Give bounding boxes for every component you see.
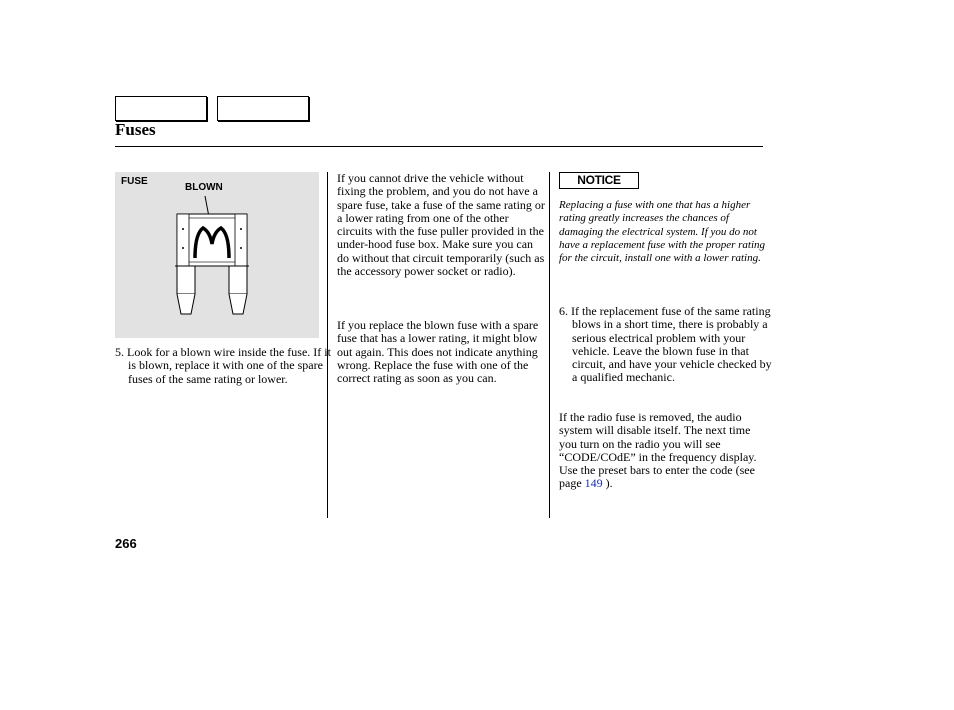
- step-6: [559, 305, 776, 385]
- fuse-illustration: [115, 172, 319, 338]
- lower-rating-paragraph: If you replace the blown fuse with a spare fuse that has a lower rating, it might blow out again. This does not indicate anything wrong. Replace the fuse with one of the correct rating as soon as you can.: [337, 318, 539, 386]
- page-149-link[interactable]: 149: [584, 476, 603, 491]
- column-divider-2: [549, 172, 550, 518]
- page-number: 266: [115, 536, 137, 551]
- radio-text-before: If the radio fuse is removed, the audio system will disable itself. The next time you turn on the radio you will see “CODE/COdE” in the frequency display. Use the preset bars to enter the code (see page: [559, 410, 757, 491]
- title-divider: [115, 146, 763, 147]
- page-title: Fuses: [115, 120, 156, 139]
- spare-fuse-paragraph: If you cannot drive the vehicle without fixing the problem, and you do not have a spare fuse, take a fuse of the same rating or a lower rating from one of the other circuits with the fuse puller provided in the under-hood fuse box. Make sure you can do without that circuit temporarily (such as the accessory power socket or radio).: [337, 171, 545, 279]
- step-5-text: Look for a blown wire inside the fuse. If it is blown, replace it with one of the spare fuses of the same rating or lower.: [127, 345, 331, 386]
- radio-text-after: ).: [602, 476, 613, 491]
- step-5: [115, 346, 336, 386]
- blown-label: BLOWN: [185, 182, 223, 193]
- notice-text: Replacing a fuse with one that has a higher rating greatly increases the chances of damaging the electrical system. If you do not have a replacement fuse with the proper rating for the circuit, install one with a lower rating.: [559, 199, 766, 265]
- nav-box-2[interactable]: [217, 96, 309, 121]
- radio-fuse-paragraph: [559, 411, 763, 491]
- notice-badge: NOTICE: [559, 172, 639, 189]
- blown-fuse-icon: [115, 172, 319, 338]
- step-6-number: 6.: [559, 304, 568, 318]
- nav-box-1[interactable]: [115, 96, 207, 121]
- fuse-label: FUSE: [121, 176, 148, 187]
- step-5-number: 5.: [115, 345, 124, 359]
- step-6-text: If the replacement fuse of the same rating blows in a short time, there is probably a serious electrical problem with your vehicle. Leave the blown fuse in that circuit, and have your vehicle checked by a qualified mechanic.: [571, 304, 772, 385]
